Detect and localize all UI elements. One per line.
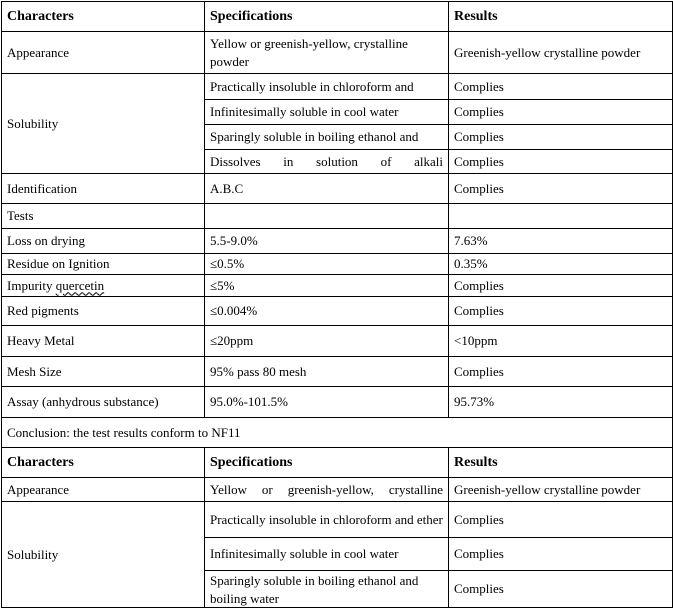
row-result: <10ppm	[449, 326, 673, 357]
header-results: Results	[449, 448, 673, 478]
table-row	[2, 254, 673, 275]
row-result: Complies	[449, 538, 673, 571]
row-label: Red pigments	[2, 297, 205, 326]
table-row	[2, 297, 673, 326]
row-spec: ≤0.5%	[205, 254, 449, 275]
row-result: Complies	[449, 150, 673, 174]
row-spec: Practically insoluble in chloroform and	[205, 74, 449, 100]
header-characters: Characters	[2, 2, 205, 32]
header-row	[2, 2, 673, 32]
row-result: Greenish-yellow crystalline powder	[449, 478, 673, 502]
table-row	[2, 357, 673, 387]
row-label: Identification	[2, 174, 205, 204]
table-row	[2, 74, 673, 100]
row-spec: Yellow or greenish-yellow, crystalline powder	[205, 32, 449, 74]
row-spec: ≤0.004%	[205, 297, 449, 326]
row-result: 0.35%	[449, 254, 673, 275]
row-result: Complies	[449, 571, 673, 608]
table-row	[2, 229, 673, 254]
conclusion-row	[2, 418, 673, 448]
row-spec: Dissolves in solution of alkali	[205, 150, 449, 174]
row-spec	[205, 204, 449, 229]
row-label: Solubility	[2, 74, 205, 174]
row-spec: Infinitesimally soluble in cool water	[205, 100, 449, 125]
row-label: Loss on drying	[2, 229, 205, 254]
row-spec: ≤5%	[205, 275, 449, 297]
row-label: Assay (anhydrous substance)	[2, 387, 205, 418]
label-prefix: Impurity	[7, 277, 56, 293]
row-result: Complies	[449, 297, 673, 326]
header-specifications: Specifications	[205, 448, 449, 478]
header-row	[2, 448, 673, 478]
row-result: Complies	[449, 74, 673, 100]
row-spec: 95% pass 80 mesh	[205, 357, 449, 387]
row-result: Complies	[449, 357, 673, 387]
row-label: Solubility	[2, 502, 205, 608]
row-label	[2, 275, 205, 297]
row-result: Complies	[449, 502, 673, 538]
row-spec: Infinitesimally soluble in cool water	[205, 538, 449, 571]
row-result: Complies	[449, 174, 673, 204]
table-row	[2, 387, 673, 418]
specification-table	[1, 1, 673, 608]
table-row	[2, 502, 673, 538]
spellcheck-word: quercetin	[55, 277, 105, 293]
table-row	[2, 174, 673, 204]
row-spec: ≤20ppm	[205, 326, 449, 357]
row-result: Greenish-yellow crystalline powder	[449, 32, 673, 74]
row-label: Appearance	[2, 32, 205, 74]
table-row	[2, 326, 673, 357]
row-result: Complies	[449, 275, 673, 297]
row-label: Mesh Size	[2, 357, 205, 387]
row-result: Complies	[449, 100, 673, 125]
header-specifications: Specifications	[205, 2, 449, 32]
row-label: Heavy Metal	[2, 326, 205, 357]
row-spec: Sparingly soluble in boiling ethanol and	[205, 125, 449, 150]
row-result: Complies	[449, 125, 673, 150]
header-results: Results	[449, 2, 673, 32]
row-result: 95.73%	[449, 387, 673, 418]
row-spec: 95.0%-101.5%	[205, 387, 449, 418]
row-label: Tests	[2, 204, 205, 229]
header-characters: Characters	[2, 448, 205, 478]
row-spec	[205, 502, 449, 538]
row-spec: A.B.C	[205, 174, 449, 204]
table-row	[2, 478, 673, 502]
row-spec: 5.5-9.0%	[205, 229, 449, 254]
conclusion-text: Conclusion: the test results conform to NF11	[2, 418, 673, 448]
row-spec: Yellow or greenish-yellow, crystalline	[205, 478, 449, 502]
table-row	[2, 275, 673, 297]
row-label: Appearance	[2, 478, 205, 502]
row-result	[449, 204, 673, 229]
spec-text: Sparingly soluble in boiling ethanol and boiling water	[210, 573, 419, 606]
table-row	[2, 32, 673, 74]
spec-text: Practically insoluble in chloroform and ether	[210, 511, 443, 527]
table-row	[2, 204, 673, 229]
row-result: 7.63%	[449, 229, 673, 254]
row-spec	[205, 571, 449, 608]
row-label: Residue on Ignition	[2, 254, 205, 275]
